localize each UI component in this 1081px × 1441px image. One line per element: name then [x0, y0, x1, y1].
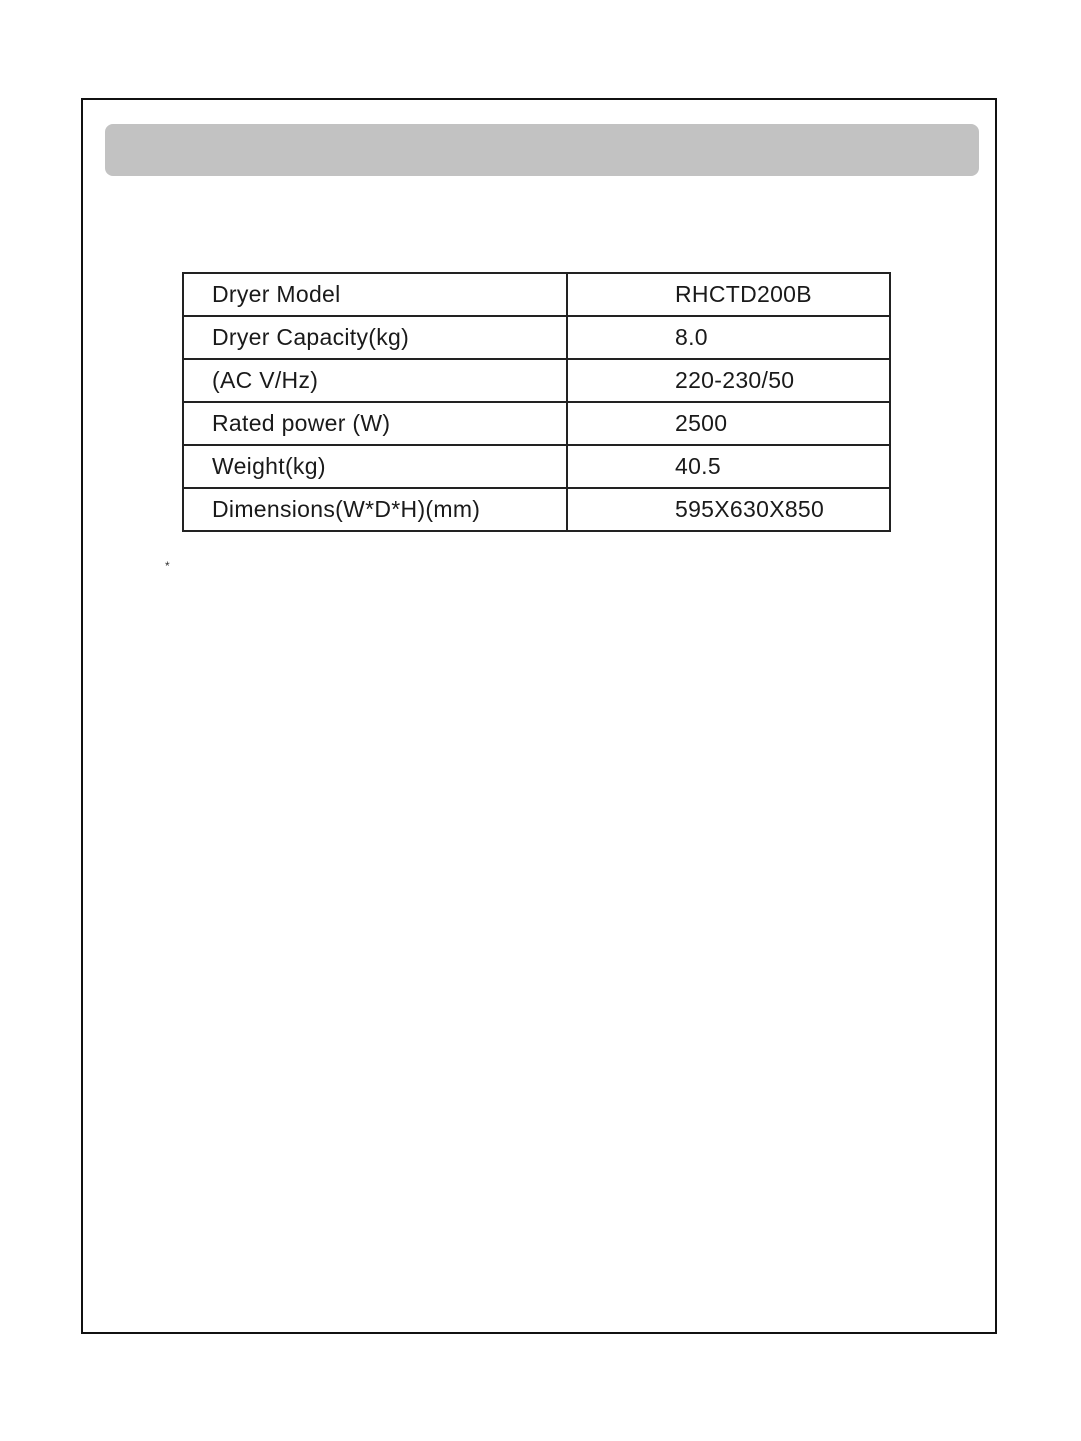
table-row — [183, 273, 890, 316]
footnote-mark: * — [165, 559, 170, 573]
spec-value: 220-230/50 — [567, 359, 890, 402]
spec-value: RHCTD200B — [567, 273, 890, 316]
page-frame — [81, 98, 997, 1334]
spec-label: Dryer Capacity(kg) — [183, 316, 567, 359]
spec-label: Rated power (W) — [183, 402, 567, 445]
table-row — [183, 359, 890, 402]
spec-label: (AC V/Hz) — [183, 359, 567, 402]
spec-label: Dryer Model — [183, 273, 567, 316]
table-row — [183, 316, 890, 359]
spec-value: 8.0 — [567, 316, 890, 359]
table-row — [183, 402, 890, 445]
section-header-bar — [105, 124, 979, 176]
spec-value: 40.5 — [567, 445, 890, 488]
spec-value: 2500 — [567, 402, 890, 445]
spec-value: 595X630X850 — [567, 488, 890, 531]
table-row — [183, 488, 890, 531]
specifications-table — [182, 272, 891, 532]
spec-label: Dimensions(W*D*H)(mm) — [183, 488, 567, 531]
spec-label: Weight(kg) — [183, 445, 567, 488]
table-row — [183, 445, 890, 488]
